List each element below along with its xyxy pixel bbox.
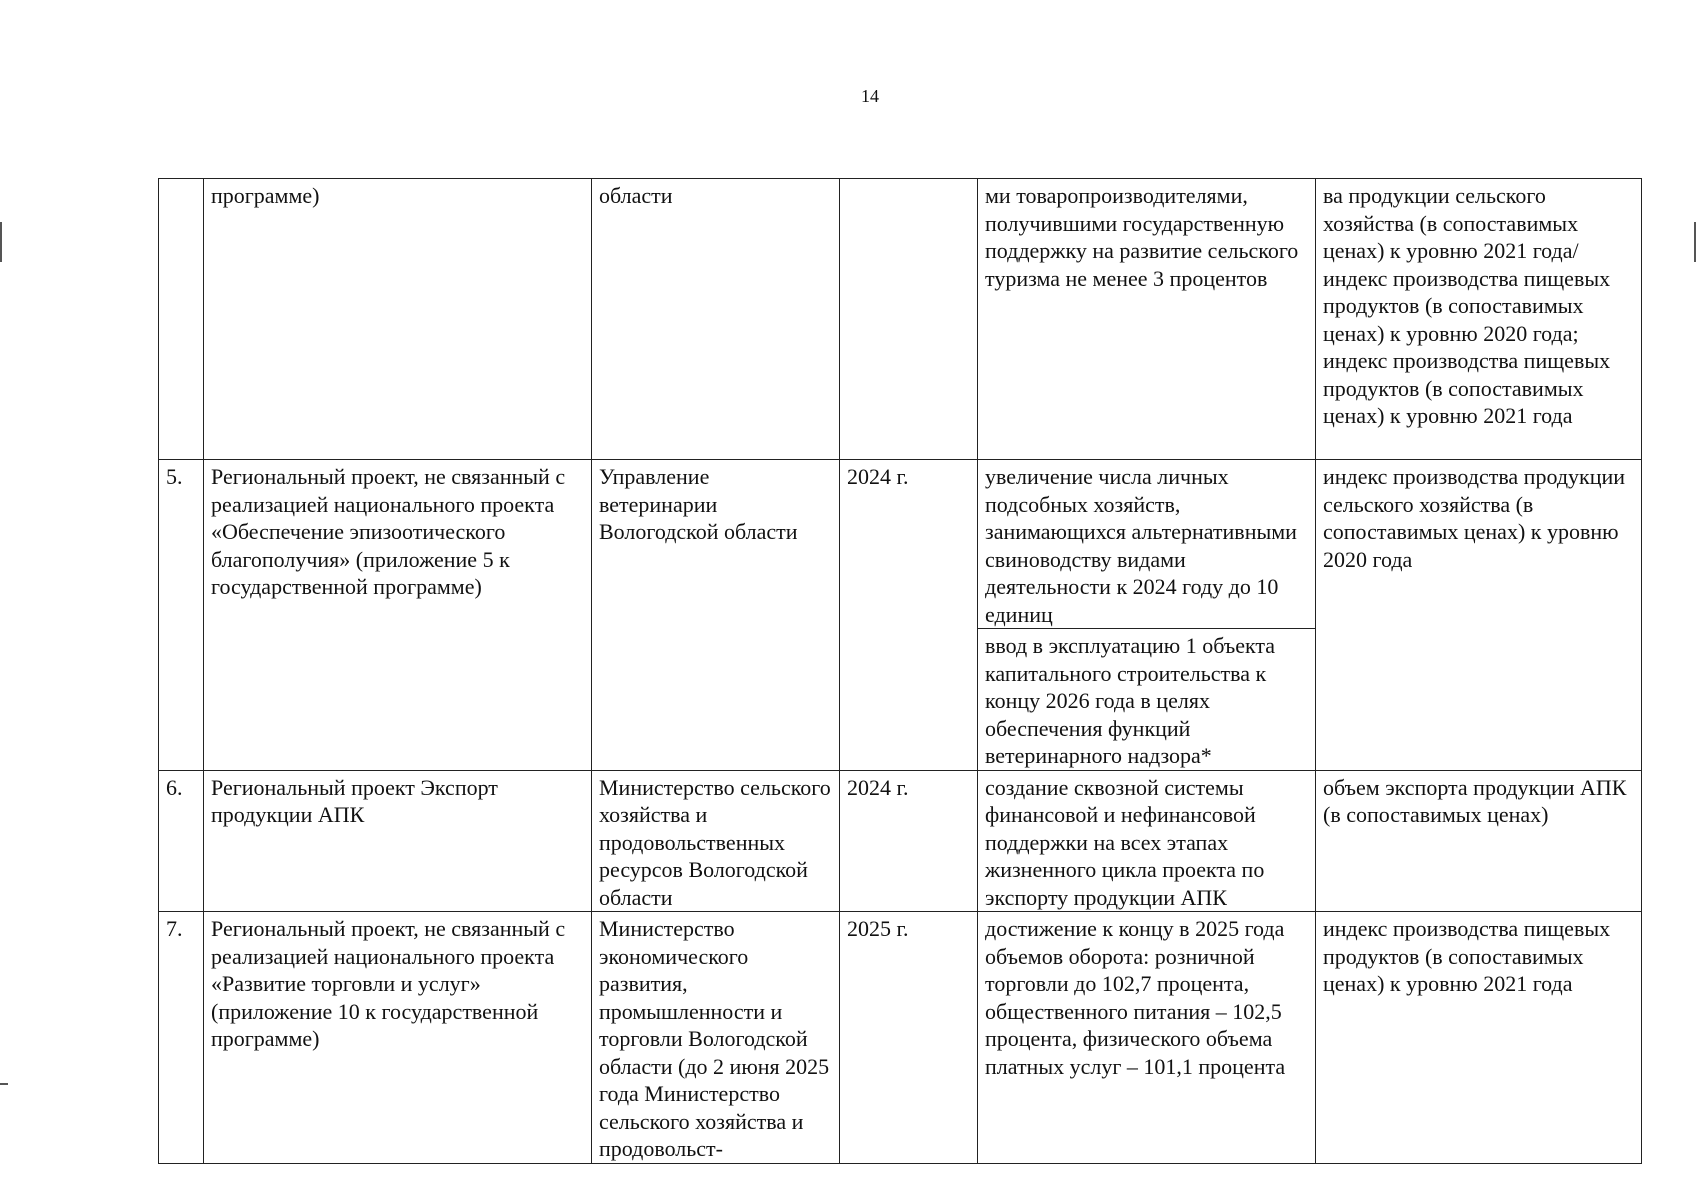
table-row [159,912,1642,1164]
expected-result: создание сквозной системы финансовой и нефинансовой поддержки на всех этапах жизненного цикла проекта по экспорту продукции АПК [978,770,1316,912]
project-name: программе) [204,179,592,460]
projects-table [158,178,1642,1164]
implementation-year: 2024 г. [840,770,978,912]
expected-result: ми товаропроизводителями, получившими государственную поддержку на развитие сельского туризма не менее 3 процентов [978,179,1316,460]
responsible-body: Министерство сельского хозяйства и продовольственных ресурсов Вологодской области [592,770,840,912]
responsible-body: Министерство экономического развития, промышленности и торговли Вологодской области (до 2 июня 2025 года Министерство сельского хозяйства и продовольст- [592,912,840,1164]
indicator: объем экспорта продукции АПК (в сопоставимых ценах) [1316,770,1642,912]
expected-result: ввод в эксплуатацию 1 объекта капитального строительства к концу 2026 года в целях обеспечения функций ветеринарного надзора* [978,629,1316,771]
row-number: 7. [159,912,204,1164]
responsible-body: Управление ветеринарии Вологодской области [592,460,840,771]
page-number: 14 [861,86,879,106]
implementation-year: 2025 г. [840,912,978,1164]
table-row [159,460,1642,629]
indicator: ва продукции сельского хозяйства (в сопоставимых ценах) к уровню 2021 года/индекс производства пищевых продуктов (в сопоставимых ценах) к уровню 2020 года; индекс производства пищевых продуктов (в сопоставимых ценах) к уровню 2021 года [1316,179,1642,460]
row-number: 5. [159,460,204,771]
project-name: Региональный проект, не связанный с реализацией национального проекта «Обеспечение эпизоотического благополучия» (приложение 5 к государственной программе) [204,460,592,771]
indicator: индекс производства продукции сельского хозяйства (в сопоставимых ценах) к уровню 2020 года [1316,460,1642,771]
expected-result: достижение к концу в 2025 года объемов оборота: розничной торговли до 102,7 процента, общественного питания – 102,5 процента, физического объема платных услуг – 101,1 процента [978,912,1316,1164]
expected-result: увеличение числа личных подсобных хозяйств, занимающихся альтернативными свиноводству видами деятельности к 2024 году до 10 единиц [978,460,1316,629]
table-row [159,179,1642,460]
implementation-year [840,179,978,460]
row-number: 6. [159,770,204,912]
project-name: Региональный проект, не связанный с реализацией национального проекта «Развитие торговли и услуг» (приложение 10 к государственной программе) [204,912,592,1164]
scan-margin-mark [1694,222,1696,262]
project-name: Региональный проект Экспорт продукции АПК [204,770,592,912]
row-number [159,179,204,460]
implementation-year: 2024 г. [840,460,978,771]
table-row [159,770,1642,912]
scan-margin-mark [0,222,2,262]
indicator: индекс производства пищевых продуктов (в сопоставимых ценах) к уровню 2021 года [1316,912,1642,1164]
responsible-body: области [592,179,840,460]
scan-margin-mark [0,1083,8,1085]
